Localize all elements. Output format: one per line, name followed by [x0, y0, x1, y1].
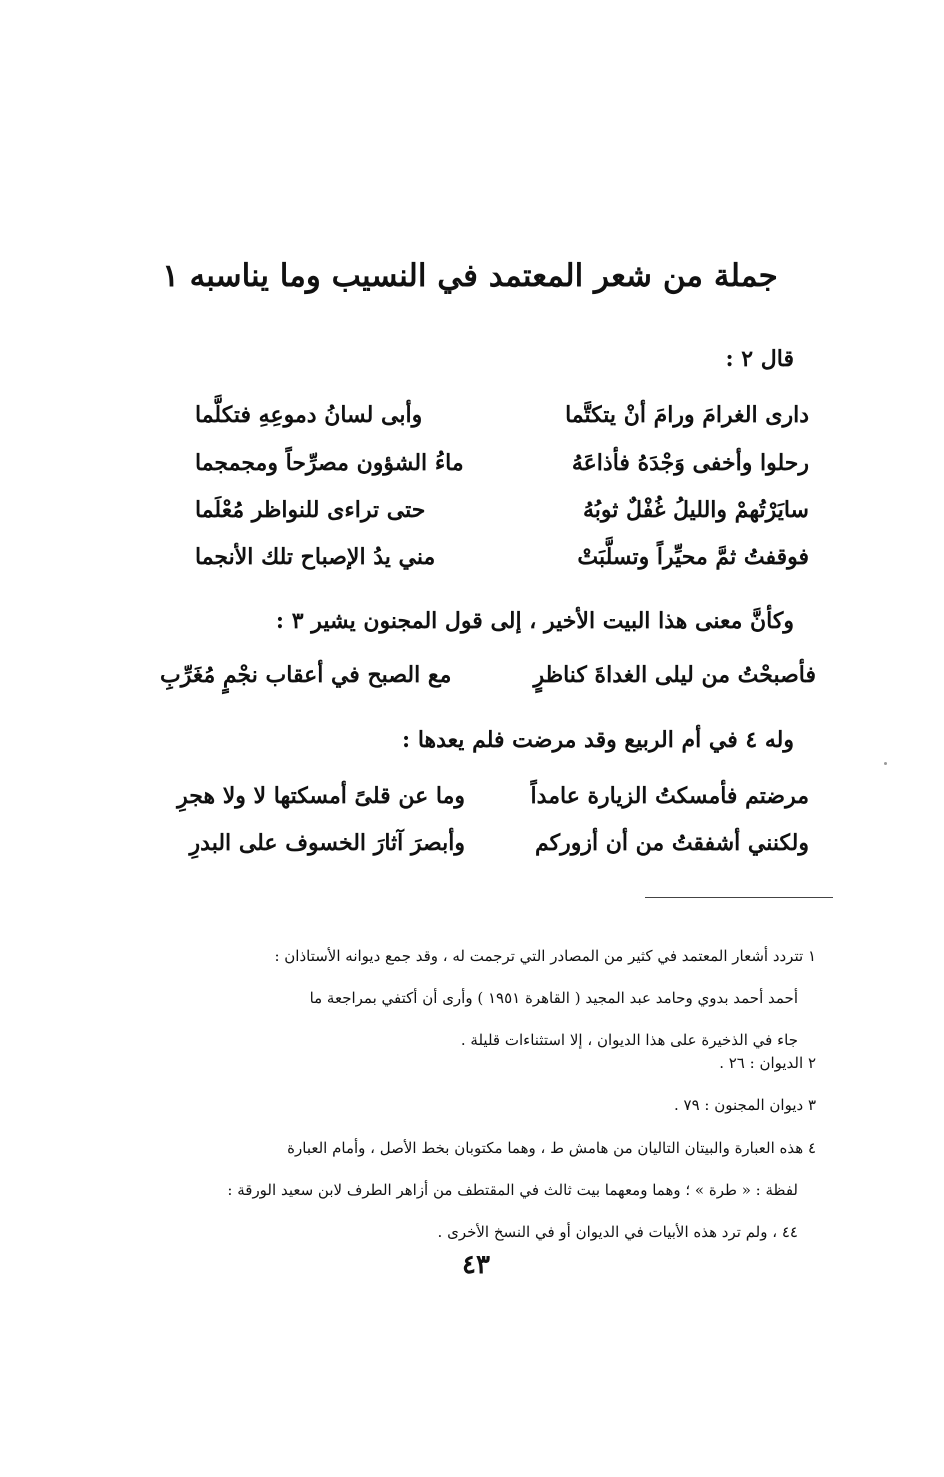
poem3-verse2-first-hemistich: ولكنني أشفقتُ من أن أزوركم — [534, 830, 809, 856]
footnote-4-line-1: ٤ هذه العبارة والبيتان التاليان من هامش ط ، وهما مكتوبان بخط الأصل ، وأمام العبارة — [287, 1139, 816, 1157]
poem1-verse4-first-hemistich: فوقفتُ ثمَّ محيِّراً وتسلَّبَتْ — [577, 544, 809, 570]
intro-umm-rabi: وله ٤ في أم الربيع وقد مرضت فلم يعدها : — [402, 727, 794, 753]
poem1-verse3-first-hemistich: سايَرْتُهمْ والليلُ غُفْلٌ ثوبُهُ — [582, 497, 809, 523]
footnote-4-line-3: ٤٤ ، ولم ترد هذه الأبيات في الديوان أو في النسخ الأخرى . — [437, 1223, 798, 1241]
footnote-2 — [136, 1042, 816, 1084]
poem2-verse1-first-hemistich: فأصبحْتُ من ليلى الغداةَ كناظرٍ — [533, 662, 816, 688]
intro-majnun: وكأنَّ معنى هذا البيت الأخير ، إلى قول المجنون يشير ٣ : — [275, 608, 794, 634]
poem3-verse2-second-hemistich: وأبصرَ آثارَ الخسوف على البدرِ — [189, 830, 465, 856]
footnote-4 — [136, 1127, 816, 1253]
intro-qal: قال ٢ : — [725, 346, 794, 372]
poem1-verse4-second-hemistich: مني يدُ الإصباح تلك الأنجما — [195, 544, 436, 570]
poem3-verse1-second-hemistich: وما عن قلىً أمسكتها لا ولا هجرِ — [177, 783, 465, 809]
poem1-verse1-first-hemistich: دارى الغرامَ ورامَ أنْ يتكتَّما — [565, 402, 809, 428]
footnote-4-line-2: لفظة : « طرة » ؛ وهما ومعهما بيت ثالث في المقتطف من أزاهر الطرف لابن سعيد الورقة : — [227, 1181, 798, 1199]
poem1-verse2-second-hemistich: ماءُ الشؤون مصرِّحاً ومجمجما — [195, 450, 464, 476]
footnote-3 — [136, 1084, 816, 1126]
page-number: ٤٣ — [462, 1250, 490, 1280]
footnote-1-line-2: أحمد أحمد بدوي وحامد عبد المجيد ( القاهرة ١٩٥١ ) وأرى أن أكتفي بمراجعة ما — [309, 989, 798, 1007]
poem1-verse1-second-hemistich: وأبى لسانُ دموعِهِ فتكلَّما — [195, 402, 423, 428]
footnote-2-line-1: ٢ الديوان : ٢٦ . — [719, 1054, 816, 1072]
footnote-separator — [645, 897, 833, 898]
footnote-1-line-1: ١ تتردد أشعار المعتمد في كثير من المصادر التي ترجمت له ، وقد جمع ديوانه الأستاذان : — [274, 947, 816, 965]
section-title: جملة من شعر المعتمد في النسيب وما يناسبه ١ — [162, 258, 778, 294]
footnote-3-line-1: ٣ ديوان المجنون : ٧٩ . — [673, 1096, 816, 1114]
poem1-verse2-first-hemistich: رحلوا وأخفى وَجْدَهُ فأذاعَهُ — [571, 450, 809, 476]
margin-speck — [884, 762, 887, 765]
footnote-1-line-3: جاء في الذخيرة على هذا الديوان ، إلا استثناءات قليلة . — [460, 1031, 798, 1049]
poem3-verse1-first-hemistich: مرضتم فأمسكتُ الزيارة عامداً — [530, 783, 809, 809]
poem1-verse3-second-hemistich: حتى تراءى للنواظر مُعْلَما — [195, 497, 426, 523]
poem2-verse1-second-hemistich: مع الصبح في أعقاب نجْمٍ مُغَرِّبِ — [160, 662, 452, 688]
